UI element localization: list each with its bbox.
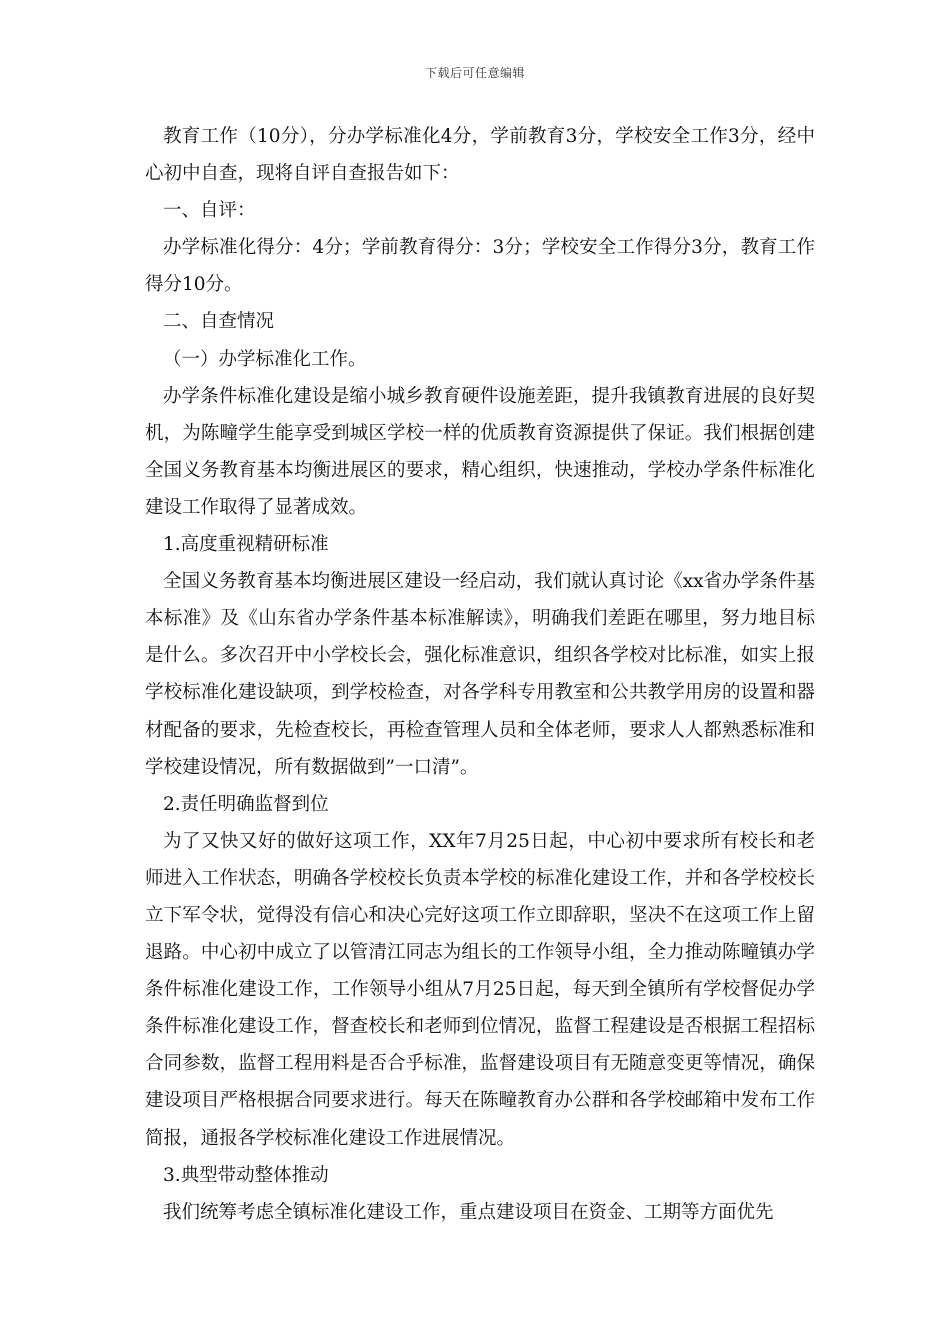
paragraph-scores: 办学标准化得分：4分；学前教育得分：3分；学校安全工作得分3分，教育工作得分10分。 <box>145 237 815 296</box>
paragraph-1: 全国义务教育基本均衡进展区建设一经启动，我们就认真讨论《xx省办学条件基本标准》及《山东省办学条件基本标准解读》，明确我们差距在哪里，努力地目标是什么。多次召开中小学校长会，强化标准意识，组织各学校对比标准，如实上报学校标准化建设缺项，到学校检查，对各学科专用教室和公共教学用房的设置和器材配备的要求，先检查校长，再检查管理人员和全体老师，要求人人都熟悉标准和学校建设情况，所有数据做到”一口清”。 <box>145 571 815 778</box>
subheading-3: 3.典型带动整体推动 <box>163 1164 329 1186</box>
document-body <box>145 118 815 1231</box>
heading-self-inspection: 二、自查情况 <box>163 311 275 333</box>
paragraph-standardization: 办学条件标准化建设是缩小城乡教育硬件设施差距，提升我镇教育进展的良好契机，为陈疃学生能享受到城区学校一样的优质教育资源提供了保证。我们根据创建全国义务教育基本均衡进展区的要求，精心组织，快速推动，学校办学条件标准化建设工作取得了显著成效。 <box>145 385 815 518</box>
paragraph-2: 为了又快又好的做好这项工作，XX年7月25日起，中心初中要求所有校长和老师进入工作状态，明确各学校校长负责本学校的标准化建设工作，并和各学校校长立下军令状，觉得没有信心和决心完好这项工作立即辞职，坚决不在这项工作上留退路。中心初中成立了以管清江同志为组长的工作领导小组，全力推动陈疃镇办学条件标准化建设工作，工作领导小组从7月25日起，每天到全镇所有学校督促办学条件标准化建设工作，督查校长和老师到位情况，监督工程建设是否根据工程招标合同参数，监督工程用料是否合乎标准，监督建设项目有无随意变更等情况，确保建设项目严格根据合同要求进行。每天在陈疃教育办公群和各学校邮箱中发布工作简报，通报各学校标准化建设工作进展情况。 <box>145 830 815 1149</box>
paragraph-intro: 教育工作（10分），分办学标准化4分，学前教育3分，学校安全工作3分，经中心初中自查，现将自评自查报告如下： <box>145 126 815 185</box>
page-header: 下载后可任意编辑 <box>424 66 525 80</box>
subheading-2: 2.责任明确监督到位 <box>163 793 329 815</box>
paragraph-3: 我们统筹考虑全镇标准化建设工作，重点建设项目在资金、工期等方面优先 <box>163 1201 774 1223</box>
subheading-1: 1.高度重视精研标准 <box>163 534 329 556</box>
subheading-standardization: （一）办学标准化工作。 <box>163 348 367 370</box>
heading-self-evaluation: 一、自评： <box>163 200 256 222</box>
